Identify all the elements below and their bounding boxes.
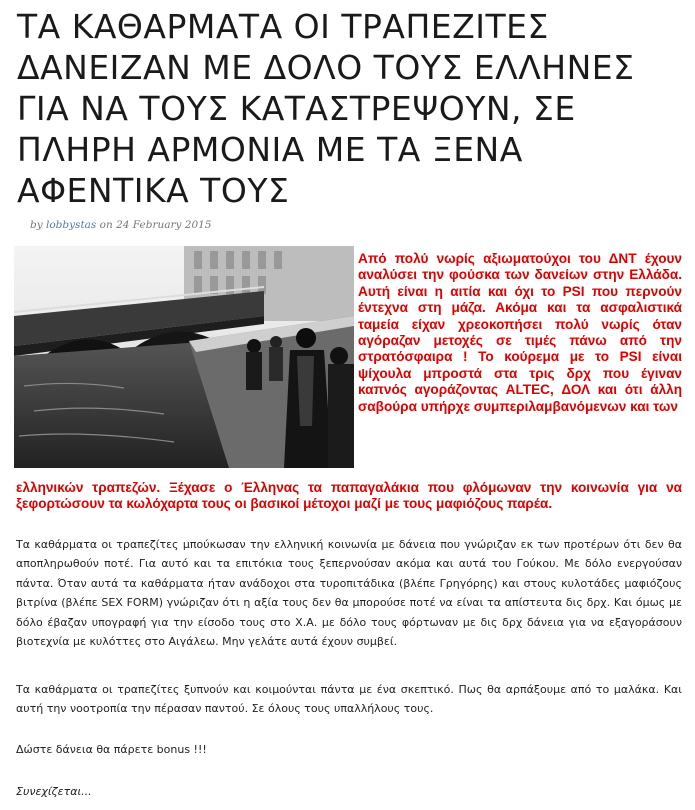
highlight-text-bottom: ελληνικών τραπεζών. Ξέχασε ο Έλληνας τα παπαγαλάκια που φλόμωναν την κοινωνία για να ξεφορτώσουν τα κωλόχαρτα τους οι βασικοί μέτοχοι μαζί με τους μαφιόζους παρέα. (16, 480, 682, 512)
byline-prefix: by (30, 219, 43, 231)
article-photo (14, 246, 354, 468)
post-byline (30, 219, 212, 231)
post-date: 24 February 2015 (116, 219, 212, 231)
body-paragraph-3: Δώστε δάνεια θα πάρετε bonus !!! (16, 743, 207, 756)
body-paragraph-2: Τα καθάρματα οι τραπεζίτες ξυπνούν και κοιμούνται πάντα με ένα σκεπτικό. Πως θα αρπάξουμε από το μαλάκα. Και αυτή την νοοτροπία την πέρασαν παντού. Σε όλους τους υπαλλήλους τους. (16, 683, 682, 716)
body-paragraph-1: Τα καθάρματα οι τραπεζίτες μπούκωσαν την ελληνική κοινωνία με δάνεια που γνώριζαν εκ των προτέρων ότι δεν θα αποπληρωθούν ποτέ. Για αυτό και τα επιτόκια τους ξεπερνούσαν ακόμα και αυτά του Γούκου. Με δόλο ενεργούσαν πάντα. Όταν αυτά τα καθάρματα ήταν ανάδοχοι στα τυροπιτάδικα (βλέπε Γρηγόρης) και στους κυλοτάδες μαφιόζους βιτρίνα (βλέπε SEX FORM) γνώριζαν ότι η αξία τους δεν θα μπορούσε ποτέ να είναι τα απίστευτα δις δρχ. Και όμως με δόλο έβαζαν υπογραφή για την είσοδο τους στο Χ.Α. με δόλο τους φόρτωναν με δις δρχ δάνεια για να εξαγοράσουν βιοτεχνία με κυλόττες στο Αιγάλεω. Μην γελάτε αυτά έχουν συμβεί. (16, 538, 682, 649)
river-bridge-photo (14, 246, 354, 468)
author-link[interactable]: lobbystas (46, 219, 97, 231)
post-title: ΤΑ ΚΑΘΑΡΜΑΤΑ ΟΙ ΤΡΑΠΕΖΙΤΕΣ ΔΑΝΕΙΖΑΝ ΜΕ ΔΟΛΟ ΤΟΥΣ ΕΛΛΗΝΕΣ ΓΙΑ ΝΑ ΤΟΥΣ ΚΑΤΑΣΤΡΕΨΟΥΝ, ΣΕ ΠΛΗΡΗ ΑΡΜΟΝΙΑ ΜΕ ΤΑ ΞΕΝΑ ΑΦΕΝΤΙΚΑ ΤΟΥΣ (17, 7, 635, 210)
date-prefix: on (99, 219, 113, 231)
highlight-text-right: Από πολύ νωρίς αξιωματούχοι του ΔΝΤ έχουν αναλύσει την φούσκα των δανείων στην Ελλάδα. Αυτή είναι η αιτία και όχι το PSI που περνούν έντεχνα στη μάζα. Ακόμα και τα ασφαλιστικά ταμεία είχαν χρεοκοπήσει πολύ νωρίς όταν αγόραζαν μετοχές σε τιμές πάνω από την στρατόσφαιρα ! Το κούρεμα με το PSI είναι ψίχουλα μπροστά στα τρις δρχ που έγιναν καπνός αγοράζοντας ALTEC, ΔΟΛ και ότι άλλη σαβούρα υπήρχε συμπεριλαμβανόμενων και των (358, 251, 682, 414)
body-paragraph-4: Συνεχίζεται... (16, 785, 92, 798)
